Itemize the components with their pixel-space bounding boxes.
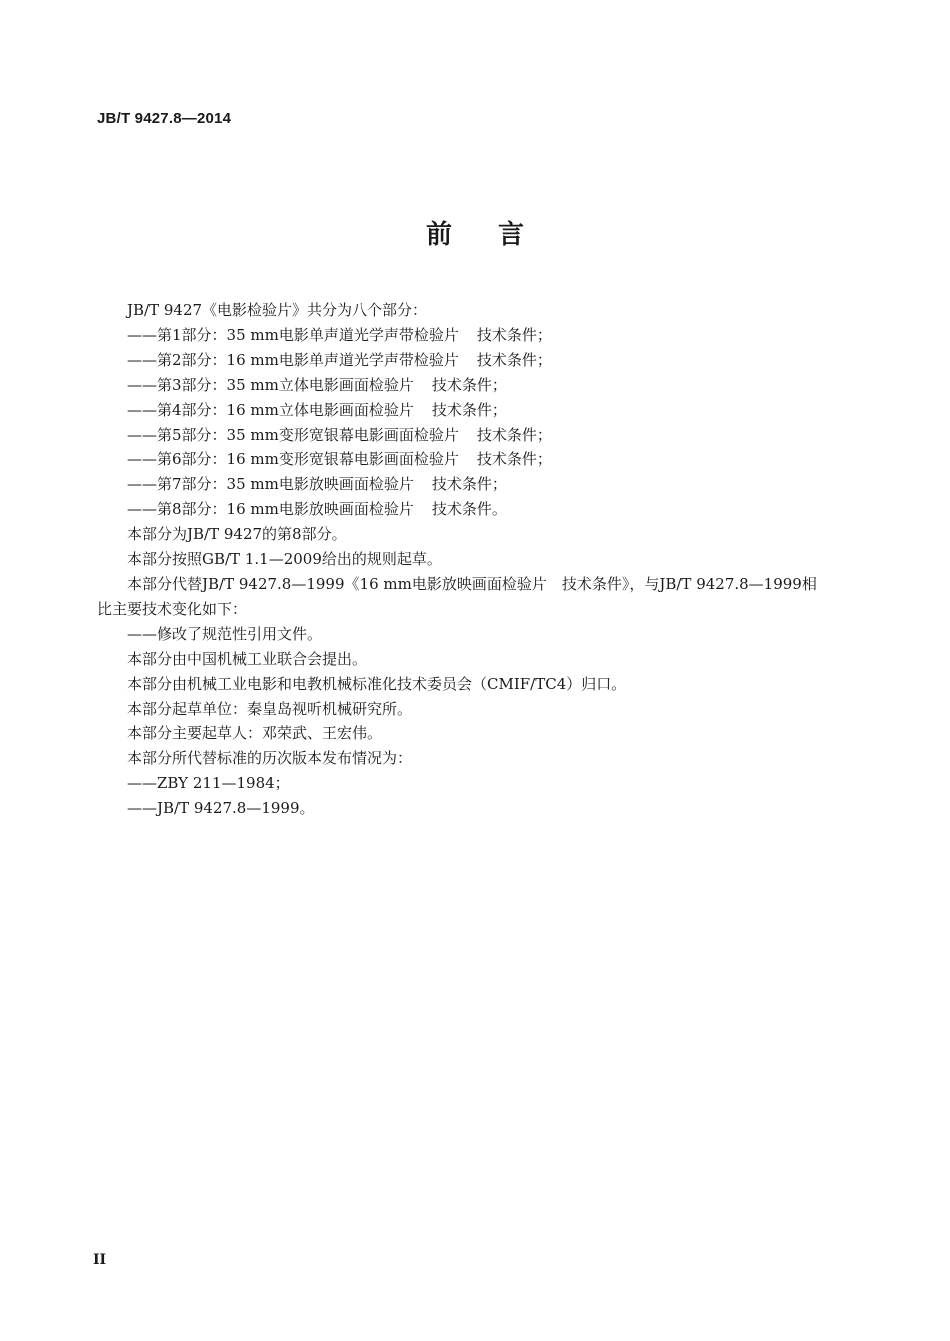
part-title: ——第3部分：35 mm立体电影画面检验片 [127, 375, 414, 394]
part-suffix: 技术条件； [476, 350, 552, 369]
part-suffix: 技术条件； [476, 450, 552, 469]
part-item [97, 398, 857, 423]
part-suffix: 技术条件。 [431, 500, 507, 519]
part-title: ——第2部分：16 mm电影单声道光学声带检验片 [127, 350, 459, 369]
part-title: ——第8部分：16 mm电影放映画面检验片 [127, 500, 414, 519]
part-item [97, 323, 857, 348]
replaces-statement: 本部分代替JB/T 9427.8—1999《16 mm电影放映画面检验片 技术条件》，与JB/T 9427.8—1999相 [127, 574, 817, 593]
part-title: ——第6部分：16 mm变形宽银幕电影画面检验片 [127, 450, 459, 469]
drafting-rules-statement: 本部分按照GB/T 1.1—2009给出的规则起草。 [127, 550, 442, 569]
part-item [97, 348, 857, 373]
part-item [97, 373, 857, 398]
foreword-body [97, 298, 857, 821]
part-of-statement: 本部分为JB/T 9427的第8部分。 [127, 525, 347, 544]
part-title: ——第7部分：35 mm电影放映画面检验片 [127, 475, 414, 494]
history-item: ——ZBY 211—1984； [127, 774, 290, 793]
part-title: ——第5部分：35 mm变形宽银幕电影画面检验片 [127, 425, 459, 444]
page-number: II [93, 1252, 107, 1268]
part-item [97, 447, 857, 472]
change-item: ——修改了规范性引用文件。 [127, 624, 323, 643]
part-item [97, 497, 857, 522]
page-title: 前言 [425, 220, 570, 250]
proposed-by-statement: 本部分由中国机械工业联合会提出。 [127, 649, 368, 668]
drafters-statement: 本部分主要起草人：邓荣武、王宏伟。 [127, 724, 383, 743]
standard-code: JB/T 9427.8—2014 [97, 110, 232, 127]
part-suffix: 技术条件； [431, 475, 507, 494]
part-item [97, 423, 857, 448]
replaces-statement-continued: 比主要技术变化如下： [97, 599, 248, 618]
drafting-unit-statement: 本部分起草单位：秦皇岛视听机械研究所。 [127, 699, 413, 718]
part-suffix: 技术条件； [431, 375, 507, 394]
history-intro: 本部分所代替标准的历次版本发布情况为： [127, 749, 413, 768]
part-item [97, 472, 857, 497]
part-suffix: 技术条件； [431, 400, 507, 419]
part-title: ——第4部分：16 mm立体电影画面检验片 [127, 400, 414, 419]
part-suffix: 技术条件； [476, 425, 552, 444]
part-suffix: 技术条件； [476, 325, 552, 344]
managed-by-statement: 本部分由机械工业电影和电教机械标准化技术委员会（CMIF/TC4）归口。 [127, 674, 627, 693]
intro-line: JB/T 9427《电影检验片》共分为八个部分： [127, 301, 428, 319]
part-title: ——第1部分：35 mm电影单声道光学声带检验片 [127, 325, 459, 344]
history-item: ——JB/T 9427.8—1999。 [127, 799, 315, 818]
